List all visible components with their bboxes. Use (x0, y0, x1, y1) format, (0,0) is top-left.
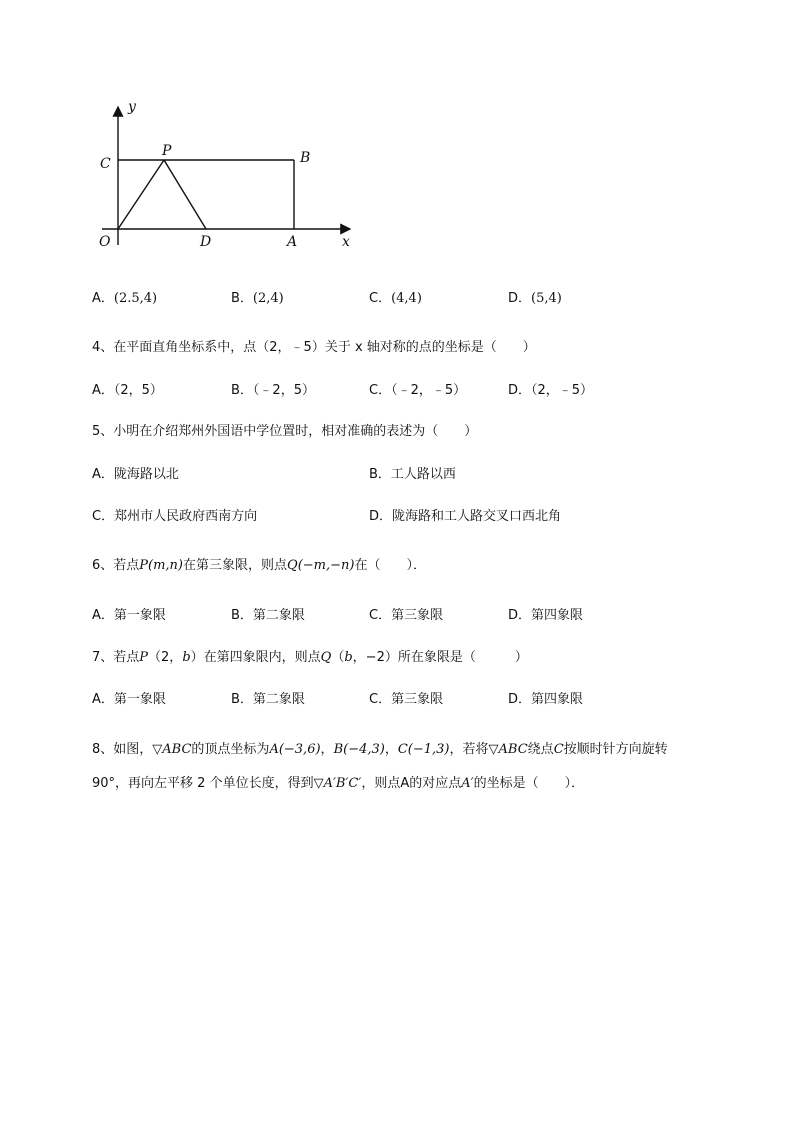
q7-text: （2， (148, 650, 183, 665)
q7-option-a[interactable]: A．第一象限 (92, 692, 166, 707)
option-letter: A． (92, 291, 114, 306)
q7-text: （ (331, 650, 345, 665)
q8-triangle: ▽ABC (152, 742, 192, 757)
q6-suffix: 在（ ）． (354, 558, 426, 573)
q8-stem-line1 (92, 741, 668, 759)
q6-stem (92, 557, 426, 575)
q5-option-b[interactable]: B．工人路以西 (369, 467, 456, 482)
q4-stem: 4、在平面直角坐标系中，点（2，﹣5）关于 x 轴对称的点的坐标是（ ） (92, 340, 536, 355)
q7-point-q: Q (320, 650, 332, 665)
q7-text: ）在第四象限内，则点 (190, 650, 321, 665)
option-value: (2.5,4) (113, 291, 158, 306)
q7-point-p: P (139, 650, 149, 665)
label-D: D (200, 234, 212, 250)
q8-text: 的坐标是（ ）． (473, 776, 585, 791)
segment-PD (164, 160, 206, 229)
q6-option-c[interactable]: C．第三象限 (369, 608, 444, 623)
q6-point-p: P(m,n) (139, 558, 184, 573)
option-value: (4,4) (391, 291, 422, 306)
q5-option-d[interactable]: D．陇海路和工人路交叉口西北角 (369, 509, 562, 524)
q8-point-b: B(−4,3) (333, 742, 385, 757)
q8-text: ，若将 (449, 742, 489, 757)
q8-point-c: C(−1,3) (397, 742, 450, 757)
label-A: A (287, 234, 298, 250)
q8-triangle-image: ▽A′B′C′ (313, 776, 362, 791)
option-letter: B． (231, 291, 253, 306)
q8-triangle: ▽ABC (488, 742, 528, 757)
q3-option-c[interactable] (369, 290, 422, 308)
q4-option-c[interactable]: C．（﹣2，﹣5） (369, 383, 467, 398)
q6-point-q: Q(−m,−n) (287, 558, 355, 573)
label-C: C (100, 156, 111, 172)
label-x: x (342, 234, 350, 250)
q8-text: 绕点 (527, 742, 554, 757)
option-letter: D． (508, 291, 532, 306)
label-B: B (300, 150, 311, 166)
q8-point-a: A(−3,6) (269, 742, 321, 757)
q3-option-b[interactable] (231, 290, 284, 308)
q3-option-a[interactable] (92, 290, 157, 308)
q6-option-a[interactable]: A．第一象限 (92, 608, 166, 623)
q8-text: 按顺时针方向旋转 (563, 742, 668, 757)
q6-middle: 在第三象限，则点 (183, 558, 288, 573)
q5-stem: 5、小明在介绍郑州外国语中学位置时，相对准确的表述为（ ） (92, 424, 478, 439)
q8-text: ，则点A的对应点 (361, 776, 462, 791)
q8-text: 8、如图， (92, 742, 153, 757)
q8-point-a-prime: A′ (461, 776, 474, 791)
q7-option-d[interactable]: D．第四象限 (508, 692, 584, 707)
q7-option-b[interactable]: B．第二象限 (231, 692, 305, 707)
label-O: O (99, 234, 111, 250)
q6-option-b[interactable]: B．第二象限 (231, 608, 305, 623)
q4-option-b[interactable]: B．（﹣2，5） (231, 383, 315, 398)
q7-stem (92, 649, 528, 667)
option-value: (2,4) (252, 291, 284, 306)
q7-prefix: 7、若点 (92, 650, 140, 665)
q8-text: 90°，再向左平移 2 个单位长度，得到 (92, 776, 314, 791)
q8-text: ， (384, 742, 398, 757)
option-value: (5,4) (531, 291, 562, 306)
q8-stem-line2 (92, 775, 584, 793)
option-letter: C． (369, 291, 392, 306)
coordinate-figure (96, 95, 366, 255)
q6-prefix: 6、若点 (92, 558, 140, 573)
segment-OP (118, 160, 164, 229)
q4-option-d[interactable]: D．（2，﹣5） (508, 383, 594, 398)
label-P: P (162, 143, 172, 159)
q8-text: ， (320, 742, 334, 757)
q7-option-c[interactable]: C．第三象限 (369, 692, 444, 707)
q8-point-c: C (553, 742, 564, 757)
q4-option-a[interactable]: A．（2，5） (92, 383, 163, 398)
q5-option-a[interactable]: A．陇海路以北 (92, 467, 179, 482)
q7-suffix: ，−2）所在象限是（ ） (352, 650, 528, 665)
q7-var-b: b (344, 650, 353, 665)
label-y: y (128, 99, 136, 115)
q6-option-d[interactable]: D．第四象限 (508, 608, 584, 623)
q8-text: 的顶点坐标为 (191, 742, 270, 757)
rectangle-diagram (96, 95, 366, 255)
q7-var-b: b (182, 650, 191, 665)
q5-option-c[interactable]: C．郑州市人民政府西南方向 (92, 509, 258, 524)
q3-option-d[interactable] (508, 290, 562, 308)
